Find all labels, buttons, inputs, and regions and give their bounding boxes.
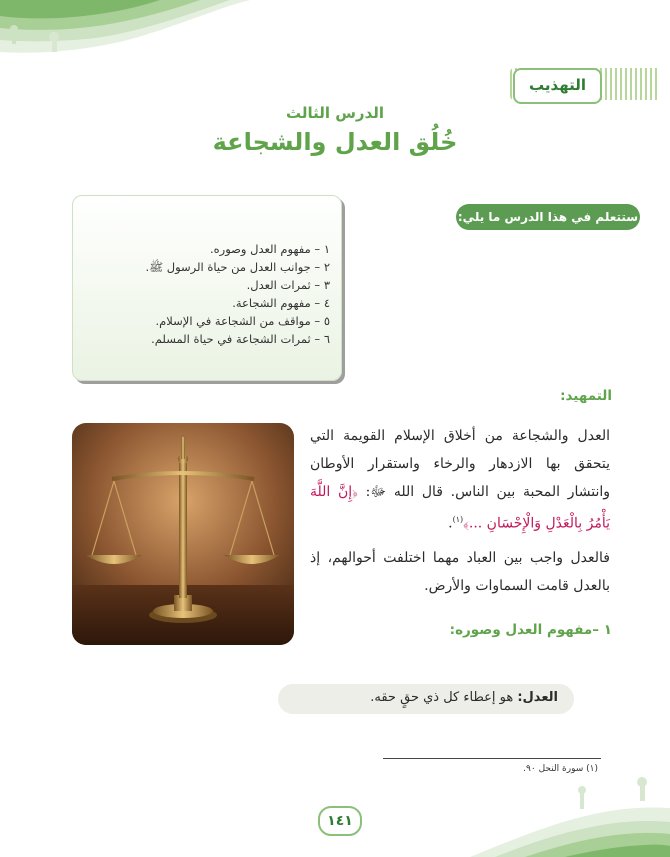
decorative-corner-top-left <box>0 0 250 70</box>
objectives-list <box>80 240 330 348</box>
balance-scale-image <box>72 423 294 645</box>
intro-paragraph-2: فالعدل واجب بين العباد مهما اختلفت أحوالهم، إذ بالعدل قامت السماوات والأرض. <box>310 550 610 594</box>
intro-paragraph-1: العدل والشجاعة من أخلاق الإسلام القويمة التي يتحقق بها الازدهار والرخاء واستقرار الأوطان وانتشار المحبة بين الناس. قال الله ﷻ: ﴿إِنَّ اللَّهَ يَأْمُرُ بِالْعَدْلِ وَالْإِحْسَانِ ...﴾$^{(١)}$. <box>310 428 610 532</box>
objective-item: ١ – مفهوم العدل وصوره. <box>209 242 330 256</box>
subject-tab <box>510 64 660 104</box>
lesson-title: خُلُق العدل والشجاعة <box>212 128 458 156</box>
objective-item: ٣ – ثمرات العدل. <box>246 278 330 292</box>
objective-item: ٥ – مواقف من الشجاعة في الإسلام. <box>155 314 330 328</box>
definition-text <box>370 690 558 705</box>
section-1-heading: ١ –مفهوم العدل وصوره: <box>449 622 612 638</box>
objective-item: ٦ – ثمرات الشجاعة في حياة المسلم. <box>151 332 330 346</box>
definition-term: العدل: <box>517 690 558 705</box>
intro-heading: التمهيد: <box>560 388 612 404</box>
objective-item: ٤ – مفهوم الشجاعة. <box>232 296 330 310</box>
quran-verse: ﴿إِنَّ اللَّهَ يَأْمُرُ بِالْعَدْلِ وَالْإِحْسَانِ ...﴾ <box>310 484 610 532</box>
footnote-divider <box>383 758 601 759</box>
decorative-corner-bottom-right <box>470 777 670 857</box>
footnote-marker: (١) <box>452 515 464 524</box>
objective-item: ٢ – جوانب العدل من حياة الرسول ﷺ. <box>145 260 330 274</box>
lesson-number: الدرس الثالث <box>285 104 385 122</box>
objectives-heading: ستتعلم في هذا الدرس ما يلي: <box>456 204 640 230</box>
intro-paragraph-1-text: العدل والشجاعة من أخلاق الإسلام القويمة التي يتحقق بها الازدهار والرخاء واستقرار الأوطان وانتشار المحبة بين الناس. قال الله ﷻ: <box>310 428 610 500</box>
subject-tab-label: التهذيب <box>513 68 602 104</box>
page-number: ١٤١ <box>318 806 362 836</box>
definition-body: هو إعطاء كل ذي حقٍ حقه. <box>370 690 514 705</box>
footnote: (١) سورة النحل ٩٠. <box>523 764 598 774</box>
